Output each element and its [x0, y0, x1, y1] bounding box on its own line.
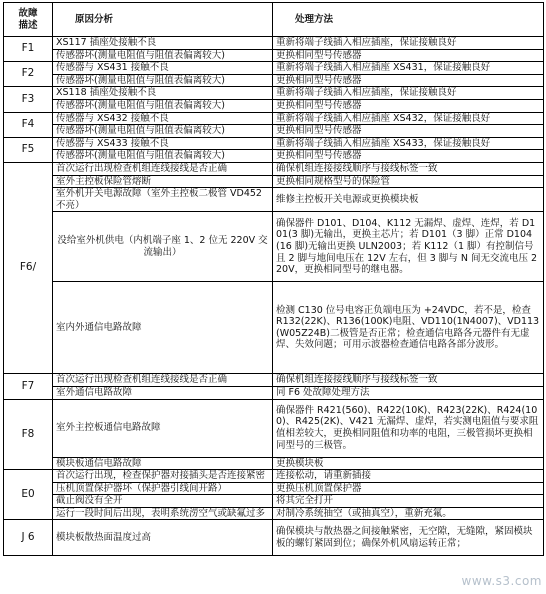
- table-row: [4, 399, 544, 457]
- cause-cell: 压机顶置保护器坏（保护器引线间开路）: [53, 482, 273, 495]
- cause-cell: 首次运行出现检查机组连线接线是否正确: [53, 374, 273, 387]
- fault-code-f7: F7: [4, 374, 53, 399]
- cause-cell: 截止阀没有全开: [53, 495, 273, 508]
- cause-cell: 传感器坏(测量电阻值与阻值表偏离较大): [53, 49, 273, 62]
- cause-cell: 没给室外机供电（内机端子座 1、2 位无 220V 交流输出）: [53, 212, 273, 282]
- cause-cell: 运行一段时间后出现，表明系统涝空气或缺氟过多: [53, 507, 273, 520]
- cause-cell: 室外主控板保险管熔断: [53, 175, 273, 188]
- header-code-line1: 故障: [18, 8, 38, 20]
- table-row: [4, 188, 544, 212]
- table-row: [4, 162, 544, 175]
- cause-cell: 模块板散热面温度过高: [53, 520, 273, 556]
- cause-cell: 模块板通信电路故障: [53, 457, 273, 470]
- method-cell: 更换相同型号传感器: [273, 150, 544, 163]
- method-cell: 将其完全打开: [273, 495, 544, 508]
- table-row: [4, 282, 544, 374]
- method-cell: 同 F6 处故障处理方法: [273, 386, 544, 399]
- fault-code-f2: F2: [4, 62, 53, 87]
- table-row: [4, 150, 544, 163]
- site-watermark: www.s3.com: [461, 574, 542, 588]
- fault-code-f5: F5: [4, 137, 53, 162]
- table-row: [4, 374, 544, 387]
- method-cell: 对制冷系统抽空（或抽真空），重新充氟。: [273, 507, 544, 520]
- cause-cell: 传感器坏(测量电阻值与阻值表偏离较大): [53, 150, 273, 163]
- cause-cell: XS118 插座处接触不良: [53, 87, 273, 100]
- method-cell: 更换相同规格型号的保险管: [273, 175, 544, 188]
- method-cell: 更换压机顶置保护器: [273, 482, 544, 495]
- method-cell: 重新将端子线插入相应插座 XS433，保证接触良好: [273, 137, 544, 150]
- table-row: [4, 62, 544, 75]
- method-cell: 确保机组连接接线顺序与接线标签一致: [273, 374, 544, 387]
- method-cell: 重新将端子线插入相应插座 XS431，保证接触良好: [273, 62, 544, 75]
- method-cell: 重新将端子线插入相应插座，保证接触良好: [273, 87, 544, 100]
- table-row: [4, 507, 544, 520]
- cause-cell: 传感器与 XS433 接触不良: [53, 137, 273, 150]
- method-cell: 确保器件 D101、D104、K112 无漏焊、虚焊、连焊，若 D101(3 脚)无输出，更换主芯片；若 D101（3 脚）正常 D104(16 脚)无输出更换 ULN2003；若 K112（1 脚）有控制信号且 2 脚与地间电压在 12V 左右，但 3 脚与 N 间无交流电压 220V，更换相同型号的继电器。: [273, 212, 544, 282]
- method-cell: 确保器件 R421(560)、R422(10K)、R423(22K)、R424(100)、R425(2K)、V421 无漏焊、虚焊，若实测电阻值与要求阻值相差较大，更换相同阻值和功率的电阻，三极管损坏更换相同型号的三极管。: [273, 399, 544, 457]
- cause-cell: 首次运行出现检查机组连线接线是否正确: [53, 162, 273, 175]
- table-row: [4, 125, 544, 138]
- table-row: [4, 386, 544, 399]
- cause-cell: 首次运行出现，检查保护器对接插头是否连接紧密: [53, 470, 273, 483]
- fault-code-e0: E0: [4, 470, 53, 520]
- fault-table: [3, 2, 544, 556]
- fault-table-container: [3, 2, 543, 556]
- method-cell: 确保模块与散热器之间接触紧密，无空隙，无缝隙，紧固模块板的螺钉紧固到位；确保外机风扇运转正常；: [273, 520, 544, 556]
- table-row: [4, 457, 544, 470]
- method-cell: 确保机组连接接线顺序与接线标签一致: [273, 162, 544, 175]
- method-cell: 更换模块板: [273, 457, 544, 470]
- cause-cell: 传感器坏(测量电阻值与阻值表偏离较大): [53, 125, 273, 138]
- method-cell: 连接松动，请重新插接: [273, 470, 544, 483]
- table-row: [4, 137, 544, 150]
- cause-cell: 传感器坏(测量电阻值与阻值表偏离较大): [53, 99, 273, 112]
- fault-code-f8: F8: [4, 399, 53, 470]
- table-row: [4, 99, 544, 112]
- header-cause: 原因分析: [53, 3, 273, 37]
- cause-cell: 传感器坏(测量电阻值与阻值表偏离较大): [53, 74, 273, 87]
- table-header-row: [4, 3, 544, 37]
- table-row: [4, 112, 544, 125]
- method-cell: 重新将端子线插入相应插座 XS432，保证接触良好: [273, 112, 544, 125]
- table-row: [4, 175, 544, 188]
- method-cell: 更换相同型号传感器: [273, 125, 544, 138]
- table-row: [4, 520, 544, 556]
- fault-code-j6: J 6: [4, 520, 53, 556]
- fault-code-f3: F3: [4, 87, 53, 112]
- fault-code-f6: F6/: [4, 162, 53, 373]
- header-code-line2: 描述: [18, 19, 38, 31]
- table-row: [4, 74, 544, 87]
- table-row: [4, 87, 544, 100]
- cause-cell: 室外机开关电源故障（室外主控板二极管 VD452 不亮）: [53, 188, 273, 212]
- header-method: 处理方法: [273, 3, 544, 37]
- cause-cell: 传感器与 XS431 接触不良: [53, 62, 273, 75]
- method-cell: 重新将端子线插入相应插座，保证接触良好: [273, 37, 544, 50]
- method-cell: 更换相同型号传感器: [273, 99, 544, 112]
- table-row: [4, 482, 544, 495]
- table-row: [4, 495, 544, 508]
- header-code: [4, 3, 53, 37]
- method-cell: 维修主控板开关电源或更换模块板: [273, 188, 544, 212]
- cause-cell: 室内外通信电路故障: [53, 282, 273, 374]
- table-row: [4, 212, 544, 282]
- table-row: [4, 49, 544, 62]
- method-cell: 更换相同型号传感器: [273, 49, 544, 62]
- table-row: [4, 470, 544, 483]
- fault-code-f4: F4: [4, 112, 53, 137]
- cause-cell: XS117 插座处接触不良: [53, 37, 273, 50]
- cause-cell: 室外通信电路故障: [53, 386, 273, 399]
- cause-cell: 传感器与 XS432 接触不良: [53, 112, 273, 125]
- method-cell: 更换相同型号传感器: [273, 74, 544, 87]
- table-row: [4, 37, 544, 50]
- cause-cell: 室外主控板通信电路故障: [53, 399, 273, 457]
- method-cell: 检测 C130 位号电容正负端电压为 +24VDC，若不是，检查 R132(22K)、R136(100K)电阻、VD110(1N4007)、VD113(W05Z24B)二极管是否正常；检查通信电路各元器件有无虚焊、失效问题；可用示波器检查通信电路各部分波形。: [273, 282, 544, 374]
- fault-code-f1: F1: [4, 37, 53, 62]
